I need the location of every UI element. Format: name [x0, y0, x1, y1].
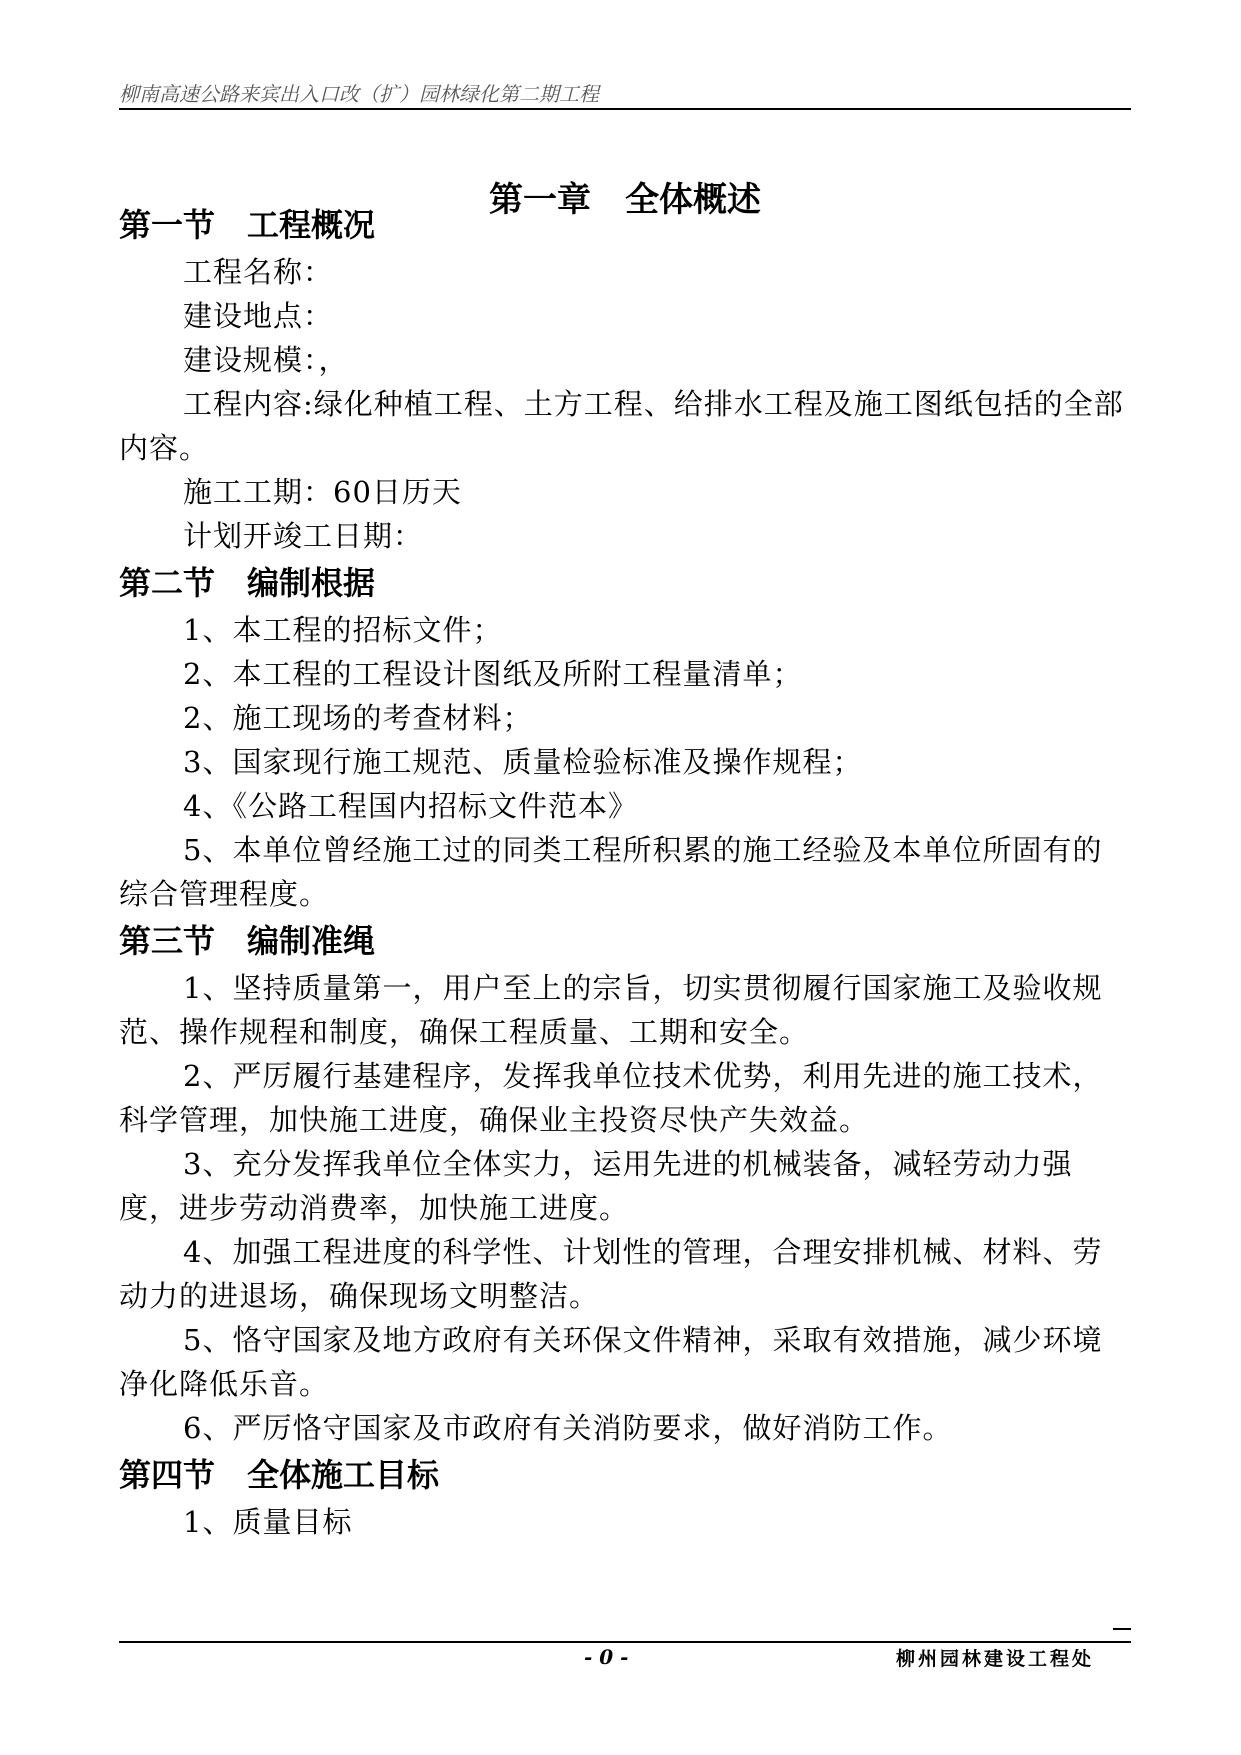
paragraph: 计划开竣工日期： [183, 519, 424, 553]
paragraph: 3、充分发挥我单位全体实力，运用先进的机械装备，减轻劳动力强度，进步劳动消费率，加快施工进度。 [119, 1147, 1073, 1225]
paragraph: 1、本工程的招标文件； [183, 613, 503, 647]
paragraph: 2、严厉履行基建程序，发挥我单位技术优势，利用先进的施工技术，科学管理，加快施工进度，确保业主投资尽快产失效益。 [119, 1059, 1103, 1137]
paragraph: 工程名称： [183, 255, 334, 289]
section-principles [119, 916, 1131, 1450]
section-title: 第四节 全体施工目标 [119, 1456, 440, 1494]
paragraph: 2、施工现场的考查材料； [183, 701, 533, 735]
document-body [119, 162, 1131, 1544]
paragraph: 1、坚持质量第一，用户至上的宗旨，切实贯彻履行国家施工及验收规范、操作规程和制度，确保工程质量、工期和安全。 [119, 971, 1103, 1049]
footer-organization: 柳州园林建设工程处 [896, 1648, 1095, 1670]
paragraph: 施工工期：60日历天 [183, 475, 462, 509]
section-overview [119, 200, 1131, 558]
section-title: 第三节 编制准绳 [119, 922, 376, 960]
footer-rule [119, 1641, 1131, 1643]
page-number: - 0 - [584, 1645, 629, 1669]
paragraph: 5、本单位曾经施工过的同类工程所积累的施工经验及本单位所固有的综合管理程度。 [119, 833, 1103, 911]
paragraph: 4、加强工程进度的科学性、计划性的管理，合理安排机械、材料、劳动力的进退场，确保现场文明整洁。 [119, 1235, 1103, 1313]
paragraph: 4、《公路工程国内招标文件范本》 [183, 789, 638, 823]
section-basis [119, 558, 1131, 916]
chapter-title: 第一章 全体概述 [489, 180, 761, 220]
paragraph: 工程内容:绿化种植工程、土方工程、给排水工程及施工图纸包括的全部内容。 [119, 387, 1124, 465]
paragraph: 5、恪守国家及地方政府有关环保文件精神，采取有效措施，减少环境净化降低乐音。 [119, 1323, 1103, 1401]
paragraph: 2、本工程的工程设计图纸及所附工程量清单； [183, 657, 803, 691]
page-header [119, 74, 1131, 110]
paragraph: 1、质量目标 [183, 1505, 353, 1539]
paragraph: 建设规模：， [183, 343, 349, 377]
paragraph: 6、严厉恪守国家及市政府有关消防要求，做好消防工作。 [183, 1411, 953, 1445]
footer-dash [1113, 1628, 1131, 1630]
paragraph: 建设地点： [183, 299, 334, 333]
header-title: 柳南高速公路来宾出入口改（扩）园林绿化第二期工程 [119, 82, 599, 106]
section-title: 第一节 工程概况 [119, 206, 376, 244]
section-title: 第二节 编制根据 [119, 564, 376, 602]
section-goals [119, 1450, 1131, 1544]
paragraph: 3、国家现行施工规范、质量检验标准及操作规程； [183, 745, 863, 779]
